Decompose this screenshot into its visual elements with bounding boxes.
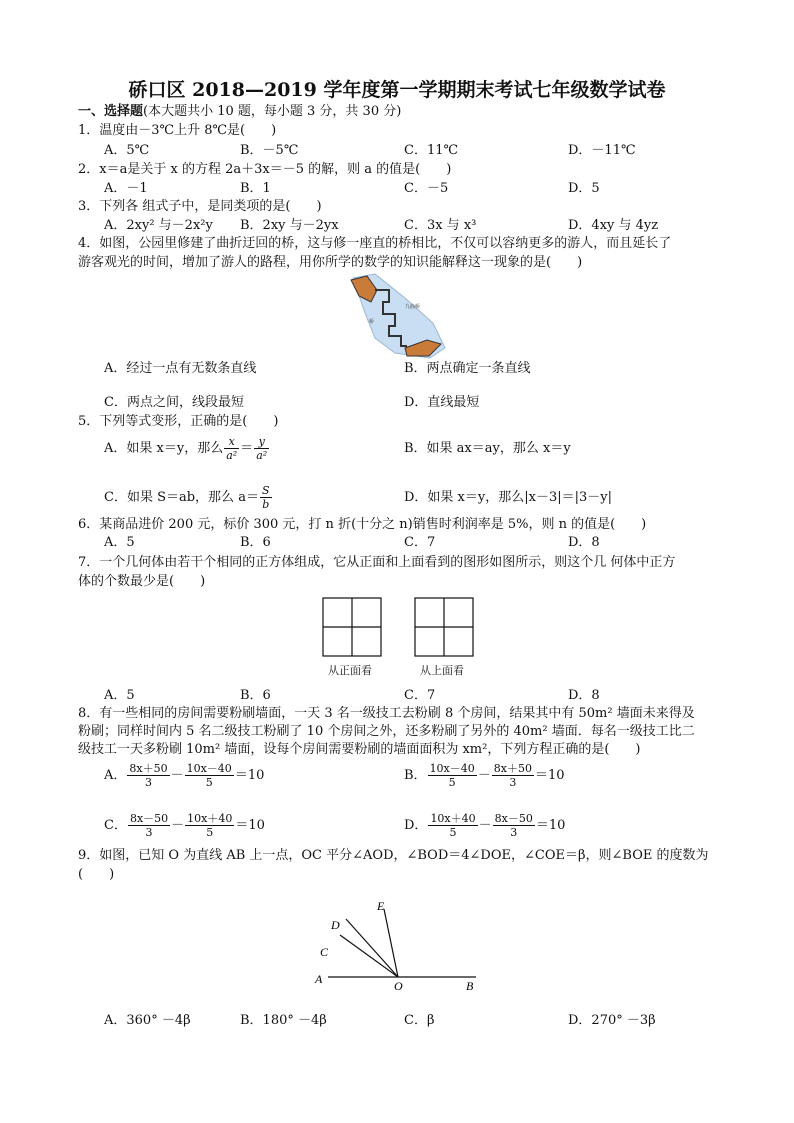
q8-c-rhs: ＝10: [235, 818, 265, 833]
q5-c-frac: $\frac{S}{b}$: [261, 484, 270, 511]
q8-a-frac1: $\frac{8x+50}{3}$: [129, 762, 168, 789]
q1-option-a[interactable]: A．5℃: [104, 143, 150, 158]
section-label: 一、选择题: [78, 104, 144, 119]
q4-option-a[interactable]: A．经过一点有无数条直线: [104, 361, 257, 376]
q8-b-label: B．: [404, 768, 427, 783]
q8-stem-line1: 8．有一些相同的房间需要粉刷墙面，一天 3 名一级技工去粉刷 8 个房间，结果其中有 50m² 墙面未来得及: [78, 706, 695, 721]
q8-a-frac2: $\frac{10x-40}{5}$: [186, 762, 232, 789]
q3-option-d[interactable]: D．4xy 与 4yz: [568, 218, 659, 233]
q8-b-frac2: $\frac{8x+50}{3}$: [493, 762, 532, 789]
q8-d-op: －: [478, 818, 492, 833]
q2-option-a[interactable]: A．－1: [104, 181, 148, 196]
top-view-grid: [414, 597, 474, 657]
q8-a-label: A．: [104, 768, 127, 783]
q4-option-d[interactable]: D．直线最短: [404, 395, 480, 410]
q8-d-frac2: $\frac{8x-50}{3}$: [494, 812, 533, 839]
q9-option-c[interactable]: C．β: [404, 1013, 435, 1028]
q4-option-c[interactable]: C．两点之间，线段最短: [104, 395, 244, 410]
q4-stem-line1: 4．如图，公园里修建了曲折迂回的桥，这与修一座直的桥相比，不仅可以容纳更多的游人，而且延长了: [78, 236, 672, 251]
q7-option-b[interactable]: B．6: [240, 688, 271, 703]
angle-figure: [310, 895, 490, 995]
q9-option-b[interactable]: B．180° －4β: [240, 1013, 327, 1028]
q8-d-label: D．: [404, 818, 428, 833]
q8-c-frac1: $\frac{8x-50}{3}$: [129, 812, 169, 839]
bridge-label-2: 桥: [369, 319, 375, 325]
q6-option-d[interactable]: D．8: [568, 535, 600, 550]
q6-option-b[interactable]: B．6: [240, 535, 271, 550]
q7-option-a[interactable]: A．5: [104, 688, 135, 703]
q9-option-d[interactable]: D．270° －3β: [568, 1013, 656, 1028]
q1-option-b[interactable]: B．－5℃: [240, 143, 299, 158]
point-c-label: C: [320, 945, 329, 959]
q8-option-d[interactable]: [404, 812, 565, 840]
q8-c-op: －: [171, 818, 185, 833]
front-view-label: 从正面看: [328, 664, 372, 677]
q5-option-d[interactable]: D．如果 x＝y，那么|x－3|＝|3－y|: [404, 490, 612, 505]
point-a-label: A: [315, 972, 323, 986]
q9-stem-line1: 9．如图，已知 O 为直线 AB 上一点，OC 平分∠AOD，∠BOD＝4∠DOE，∠COE＝β，则∠BOE 的度数为: [78, 848, 709, 863]
q7-option-c[interactable]: C．7: [404, 688, 436, 703]
q3-option-a[interactable]: A．2xy² 与－2x²y: [104, 218, 213, 233]
q8-stem-line3: 级技工一天多粉刷 10m² 墙面，设每个房间需要粉刷的墙面面积为 xm²，下列方程正确的是( ): [78, 742, 641, 757]
q1-option-d[interactable]: D．－11℃: [568, 143, 636, 158]
q9-option-a[interactable]: A．360° －4β: [104, 1013, 191, 1028]
q8-c-frac2: $\frac{10x+40}{5}$: [187, 812, 233, 839]
q5-option-c[interactable]: [104, 484, 273, 511]
page-title: 硚口区 2018—2019 学年度第一学期期末考试七年级数学试卷: [128, 79, 666, 101]
q7-stem-line1: 7．一个几何体由若干个相同的正方体组成，它从正面和上面看到的图形如图所示，则这个几 何体中正方: [78, 555, 676, 570]
q2-stem: 2．x＝a是关于 x 的方程 2a＋3x＝－5 的解，则 a 的值是( ): [78, 162, 452, 177]
q2-option-d[interactable]: D．5: [568, 181, 600, 196]
q8-a-rhs: ＝10: [234, 768, 265, 783]
section-note: (本大题共小 10 题，每小题 3 分，共 30 分): [143, 104, 402, 119]
q5-c-text: C．如果 S＝ab，那么 a＝: [104, 490, 259, 505]
point-d-label: D: [331, 918, 340, 932]
q5-a-frac2: $\frac{y}{\text{a²}}$: [256, 435, 268, 462]
q3-stem: 3．下列各 组式子中，是同类项的是( ): [78, 199, 322, 214]
front-view-grid: [322, 597, 382, 657]
ray-oe: [384, 909, 398, 977]
q4-stem-line2: 游客观光的时间，增加了游人的路程，用你所学的数学的知识能解释这一现象的是( ): [78, 255, 583, 270]
bridge-figure: [345, 268, 450, 363]
q8-option-b[interactable]: [404, 762, 565, 790]
point-e-label: E: [377, 899, 385, 913]
q5-a-text: A．如果 x＝y，那么: [104, 441, 224, 456]
q5-a-frac1: $\frac{x}{\text{a²}}$: [226, 435, 238, 462]
q7-option-d[interactable]: D．8: [568, 688, 600, 703]
q8-b-rhs: ＝10: [534, 768, 565, 783]
q5-a-eq: ＝: [240, 441, 254, 456]
q3-option-c[interactable]: C．3x 与 x³: [404, 218, 477, 233]
bridge-label: 九曲桥: [405, 304, 421, 310]
q5-stem: 5．下列等式变形，正确的是( ): [78, 414, 279, 429]
q5-option-b[interactable]: B．如果 ax＝ay，那么 x＝y: [404, 441, 571, 456]
section-heading: [78, 104, 401, 120]
q5-option-a[interactable]: [104, 435, 270, 462]
q6-option-a[interactable]: A．5: [104, 535, 135, 550]
q1-stem: 1．温度由－3℃上升 8℃是( ): [78, 123, 277, 138]
q8-stem-line2: 粉刷；同样时间内 5 名二级技工粉刷了 10 个房间之外，还多粉刷了另外的 40m² 墙面．每名一级技工比二: [78, 724, 695, 739]
q2-option-b[interactable]: B．1: [240, 181, 271, 196]
q1-option-c[interactable]: C．11℃: [404, 143, 459, 158]
q8-d-rhs: ＝10: [535, 818, 566, 833]
q8-c-label: C．: [104, 818, 127, 833]
q8-a-op: －: [170, 768, 184, 783]
q8-b-frac1: $\frac{10x-40}{5}$: [429, 762, 475, 789]
q3-option-b[interactable]: B．2xy 与－2yx: [240, 218, 339, 233]
point-b-label: B: [466, 979, 474, 993]
ray-oc: [340, 935, 398, 977]
q2-option-c[interactable]: C．－5: [404, 181, 449, 196]
q9-stem-line2: ( ): [78, 867, 115, 882]
point-o-label: O: [394, 979, 403, 993]
ray-od: [346, 919, 398, 977]
q6-option-c[interactable]: C．7: [404, 535, 436, 550]
q8-option-c[interactable]: [104, 812, 265, 840]
q8-option-a[interactable]: [104, 762, 264, 790]
q6-stem: 6．某商品进价 200 元，标价 300 元，打 n 折(十分之 n)销售时利润率是 5%，则 n 的值是( ): [78, 517, 647, 532]
q8-b-op: －: [477, 768, 491, 783]
q7-stem-line2: 体的个数最少是( ): [78, 574, 206, 589]
q8-d-frac1: $\frac{10x+40}{5}$: [430, 812, 476, 839]
top-view-label: 从上面看: [420, 664, 464, 677]
q4-option-b[interactable]: B．两点确定一条直线: [404, 361, 531, 376]
